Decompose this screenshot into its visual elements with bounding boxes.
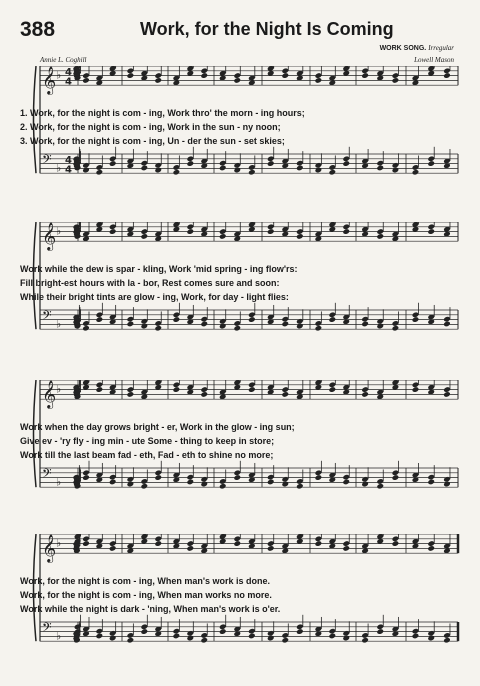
treble-clef-icon: 𝄞 bbox=[42, 380, 57, 409]
note-head bbox=[233, 77, 241, 84]
note-head bbox=[187, 228, 195, 235]
note-head bbox=[219, 233, 227, 240]
brace-icon bbox=[34, 380, 37, 487]
note-head bbox=[248, 316, 256, 323]
note-head bbox=[412, 386, 420, 393]
note-head bbox=[281, 72, 289, 79]
note-head bbox=[154, 77, 162, 84]
note-head bbox=[281, 391, 289, 398]
author-credit: Annie L. Coghill bbox=[40, 56, 87, 64]
note-head bbox=[412, 633, 420, 640]
flat-icon: ♭ bbox=[56, 68, 62, 82]
note-head bbox=[267, 545, 275, 552]
note-head bbox=[376, 483, 384, 490]
treble-staff bbox=[40, 380, 458, 409]
verse-line-3: While their bright tints are glow - ing, Work, for day - light flies: bbox=[20, 292, 289, 302]
bass-staff bbox=[40, 461, 458, 490]
note-head bbox=[443, 72, 451, 79]
note-head bbox=[376, 165, 384, 172]
verse-line-2: Work, for the night is com - ing, When man works no more. bbox=[20, 590, 272, 600]
note-head bbox=[376, 323, 384, 330]
note-head bbox=[267, 228, 275, 235]
note-head bbox=[296, 233, 304, 240]
note-head bbox=[248, 169, 256, 176]
tune-credit bbox=[380, 44, 454, 52]
music-system-4 bbox=[0, 534, 480, 664]
note-head bbox=[342, 545, 350, 552]
note-head bbox=[427, 479, 435, 486]
note-head bbox=[127, 391, 135, 398]
note-head bbox=[233, 325, 241, 332]
note-head bbox=[96, 316, 104, 323]
note-head bbox=[361, 72, 369, 79]
flat-icon: ♭ bbox=[56, 629, 62, 643]
treble-clef-icon: 𝄞 bbox=[42, 222, 57, 251]
note-head bbox=[127, 72, 135, 79]
treble-staff bbox=[40, 222, 458, 251]
flat-icon: ♭ bbox=[56, 536, 62, 550]
bass-clef-icon: 𝄢 bbox=[42, 620, 52, 638]
note-head bbox=[173, 316, 181, 323]
treble-clef-icon: 𝄞 bbox=[42, 534, 57, 563]
verse-line-3: Work till the last beam fad - eth, Fad - eth to shine no more; bbox=[20, 450, 274, 460]
note-head bbox=[109, 160, 117, 167]
flat-icon: ♭ bbox=[56, 475, 62, 489]
time-signature-digit: 4 bbox=[65, 155, 72, 167]
note-head bbox=[109, 545, 117, 552]
note-head bbox=[173, 386, 181, 393]
note-head bbox=[267, 479, 275, 486]
time-signature-digit: 4 bbox=[65, 164, 72, 176]
time-signature-digit: 4 bbox=[65, 67, 72, 79]
verse-line-1: Work when the day grows bright - er, Work in the glow - ing sun; bbox=[20, 422, 295, 432]
note-head bbox=[296, 483, 304, 490]
note-head bbox=[342, 160, 350, 167]
note-head bbox=[361, 321, 369, 328]
note-head bbox=[96, 633, 104, 640]
note-head bbox=[329, 633, 337, 640]
note-head bbox=[342, 479, 350, 486]
note-head bbox=[109, 635, 117, 642]
bass-clef-icon: 𝄢 bbox=[42, 152, 52, 170]
bass-clef-icon: 𝄢 bbox=[42, 466, 52, 484]
note-head bbox=[248, 633, 256, 640]
note-head bbox=[82, 325, 90, 332]
note-head bbox=[412, 169, 420, 176]
note-head bbox=[82, 77, 90, 84]
note-head bbox=[376, 628, 384, 635]
note-head bbox=[361, 481, 369, 488]
note-head bbox=[141, 628, 149, 635]
verse-line-1: Work while the dew is spar - kling, Work 'mid spring - ing flow'rs: bbox=[20, 264, 298, 274]
flat-icon: ♭ bbox=[56, 161, 62, 175]
note-head bbox=[233, 474, 241, 481]
music-system-1 bbox=[0, 66, 480, 186]
verse-line-1: 1. Work, for the night is com - ing, Work thro' the morn - ing hours; bbox=[20, 108, 305, 118]
note-head bbox=[315, 474, 323, 481]
time-signature-digit: 4 bbox=[65, 76, 72, 88]
note-head bbox=[200, 481, 208, 488]
bass-staff bbox=[40, 303, 458, 332]
note-head bbox=[296, 165, 304, 172]
verse-line-2: Give ev - 'ry fly - ing min - ute Some - thing to keep in store; bbox=[20, 436, 275, 446]
note-head bbox=[267, 635, 275, 642]
brace-icon bbox=[34, 534, 37, 641]
note-head bbox=[392, 77, 400, 84]
note-head bbox=[443, 637, 451, 644]
note-head bbox=[427, 160, 435, 167]
verse-line-1: Work, for the night is com - ing, When man's work is done. bbox=[20, 576, 270, 586]
note-head bbox=[443, 481, 451, 488]
note-head bbox=[187, 545, 195, 552]
note-head bbox=[82, 540, 90, 547]
note-head bbox=[141, 323, 149, 330]
note-head bbox=[376, 233, 384, 240]
treble-staff bbox=[40, 534, 458, 563]
note-head bbox=[296, 628, 304, 635]
hymn-number: 388 bbox=[20, 18, 56, 41]
note-head bbox=[200, 391, 208, 398]
verse-line-2: Fill bright-est hours with la - bor, Rest comes sure and soon: bbox=[20, 278, 280, 288]
flat-icon: ♭ bbox=[56, 317, 62, 331]
note-head bbox=[109, 479, 117, 486]
note-head bbox=[187, 160, 195, 167]
bass-staff bbox=[40, 147, 458, 176]
note-head bbox=[443, 391, 451, 398]
note-head bbox=[219, 483, 227, 490]
note-head bbox=[82, 474, 90, 481]
note-head bbox=[427, 635, 435, 642]
note-head bbox=[141, 483, 149, 490]
verse-line-3: 3. Work, for the night is com - ing, Un - der the sun - set skies; bbox=[20, 136, 285, 146]
note-head bbox=[154, 474, 162, 481]
note-head bbox=[187, 635, 195, 642]
note-head bbox=[219, 165, 227, 172]
verse-line-2: 2. Work, for the night is com - ing, Work in the sun - ny noon; bbox=[20, 122, 281, 132]
note-head bbox=[200, 321, 208, 328]
composer-credit: Lowell Mason bbox=[414, 56, 454, 64]
note-head bbox=[127, 637, 135, 644]
meter: Irregular bbox=[428, 44, 454, 52]
note-head bbox=[141, 233, 149, 240]
note-head bbox=[342, 635, 350, 642]
music-system-3 bbox=[0, 380, 480, 500]
note-head bbox=[267, 160, 275, 167]
note-head bbox=[200, 637, 208, 644]
note-head bbox=[281, 481, 289, 488]
flat-icon: ♭ bbox=[56, 224, 62, 238]
note-head bbox=[329, 316, 337, 323]
note-head bbox=[392, 167, 400, 174]
treble-clef-icon: 𝄞 bbox=[42, 66, 57, 95]
note-head bbox=[361, 637, 369, 644]
note-head bbox=[82, 167, 90, 174]
note-head bbox=[154, 540, 162, 547]
note-head bbox=[141, 165, 149, 172]
note-head bbox=[427, 228, 435, 235]
note-head bbox=[443, 321, 451, 328]
treble-staff bbox=[40, 66, 458, 95]
note-head bbox=[315, 325, 323, 332]
music-system-2 bbox=[0, 222, 480, 342]
brace-icon bbox=[34, 66, 37, 173]
note-head bbox=[248, 386, 256, 393]
note-head bbox=[173, 633, 181, 640]
note-head bbox=[233, 167, 241, 174]
note-head bbox=[154, 167, 162, 174]
note-head bbox=[96, 386, 104, 393]
note-head bbox=[392, 325, 400, 332]
note-head bbox=[281, 321, 289, 328]
note-head bbox=[173, 169, 181, 176]
note-head bbox=[219, 628, 227, 635]
note-head bbox=[96, 169, 104, 176]
note-head bbox=[342, 228, 350, 235]
note-head bbox=[233, 540, 241, 547]
note-head bbox=[361, 391, 369, 398]
note-head bbox=[219, 323, 227, 330]
note-head bbox=[315, 540, 323, 547]
note-head bbox=[187, 479, 195, 486]
note-head bbox=[127, 321, 135, 328]
note-head bbox=[329, 169, 337, 176]
note-head bbox=[315, 77, 323, 84]
note-head bbox=[109, 228, 117, 235]
tune-name: WORK SONG. bbox=[379, 45, 427, 52]
verse-line-3: Work while the night is dark - 'ning, When man's work is o'er. bbox=[20, 604, 281, 614]
brace-icon bbox=[34, 222, 37, 329]
note-head bbox=[315, 167, 323, 174]
note-head bbox=[329, 386, 337, 393]
note-head bbox=[392, 540, 400, 547]
note-head bbox=[281, 637, 289, 644]
bass-clef-icon: 𝄢 bbox=[42, 308, 52, 326]
note-head bbox=[427, 545, 435, 552]
note-head bbox=[412, 316, 420, 323]
bass-staff bbox=[40, 615, 458, 644]
flat-icon: ♭ bbox=[56, 382, 62, 396]
hymn-title: Work, for the Night Is Coming bbox=[140, 19, 394, 39]
note-head bbox=[392, 474, 400, 481]
note-head bbox=[154, 325, 162, 332]
note-head bbox=[127, 481, 135, 488]
note-head bbox=[296, 323, 304, 330]
note-head bbox=[200, 72, 208, 79]
